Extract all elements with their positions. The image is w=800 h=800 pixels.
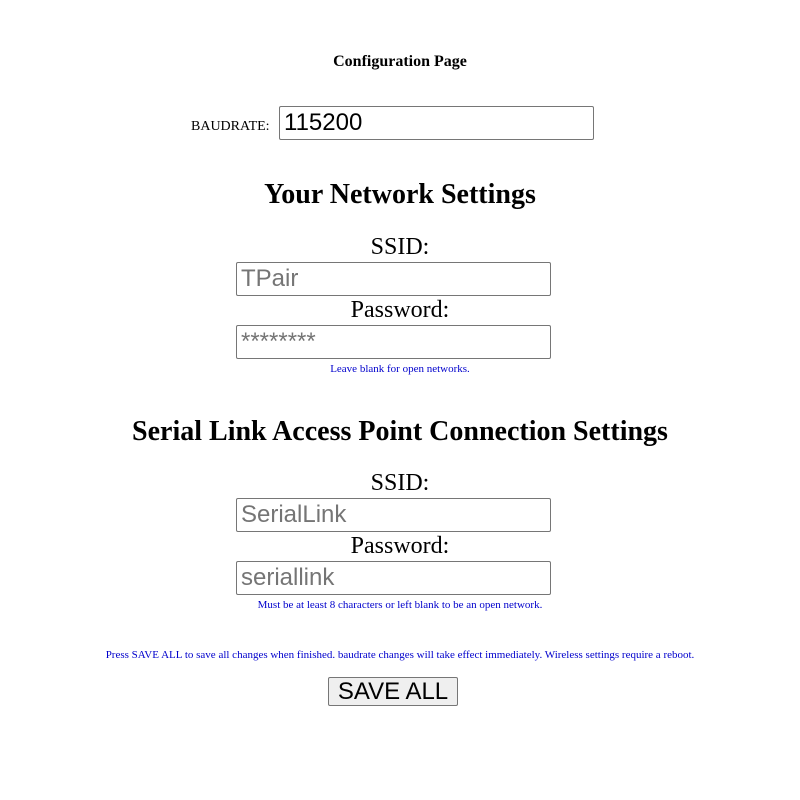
serial-ap-ssid-label: SSID:: [370, 470, 430, 496]
save-instructions: Press SAVE ALL to save all changes when finished. baudrate changes will take effect immediately. Wireless settings require a reboot.: [105, 649, 695, 661]
network-ssid-input[interactable]: [236, 262, 551, 296]
network-password-input[interactable]: [236, 325, 551, 359]
network-ssid-label: SSID:: [370, 234, 430, 260]
serial-ap-ssid-input[interactable]: [236, 498, 551, 532]
serial-ap-settings-heading: Serial Link Access Point Connection Settings: [132, 416, 668, 447]
serial-ap-password-hint: Must be at least 8 characters or left blank to be an open network.: [257, 599, 543, 611]
baudrate-input[interactable]: [279, 106, 594, 140]
network-settings-heading: Your Network Settings: [264, 179, 536, 210]
serial-ap-password-input[interactable]: [236, 561, 551, 595]
network-password-hint: Leave blank for open networks.: [330, 363, 470, 375]
serial-ap-password-label: Password:: [350, 533, 450, 559]
save-all-button[interactable]: SAVE ALL: [328, 677, 458, 706]
baudrate-label: BAUDRATE:: [191, 119, 270, 134]
page-title: Configuration Page: [333, 53, 467, 70]
network-password-label: Password:: [350, 297, 450, 323]
